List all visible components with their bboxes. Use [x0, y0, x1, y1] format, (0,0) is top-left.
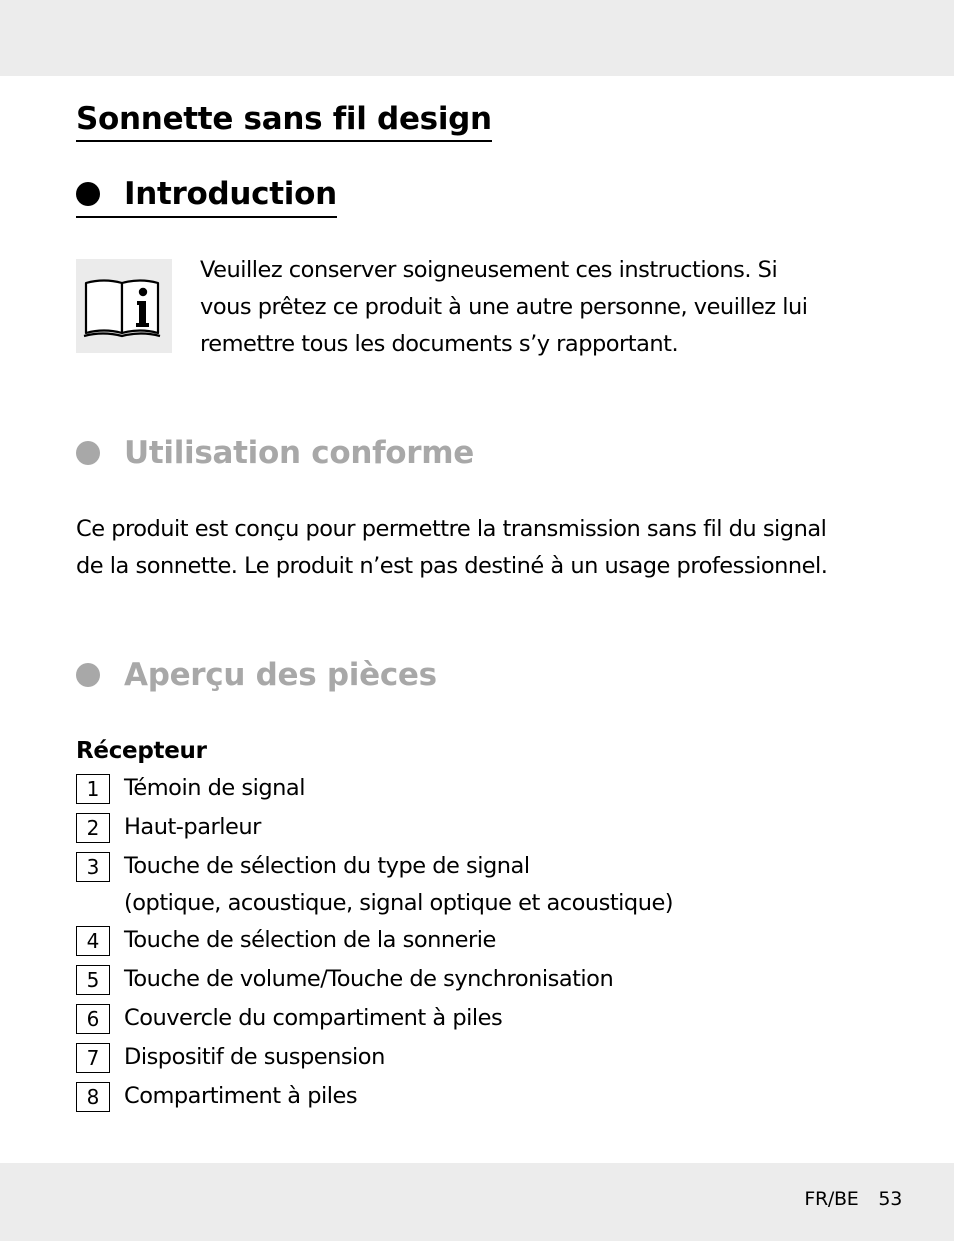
introduction-text-line: remettre tous les documents s’y rapportant.: [200, 331, 679, 357]
info-book-icon-graphic: [76, 259, 172, 353]
part-item: [76, 848, 673, 922]
part-label-line: Couvercle du compartiment à piles: [124, 1005, 503, 1031]
part-label-line: Dispositif de suspension: [124, 1044, 385, 1070]
part-item: [76, 1000, 673, 1039]
part-label-line: Touche de sélection de la sonnerie: [124, 927, 496, 953]
usage-text-line: Ce produit est conçu pour permettre la transmission sans fil du signal: [76, 516, 827, 542]
part-label-line: Compartiment à piles: [124, 1083, 358, 1109]
part-label: [124, 961, 613, 998]
part-number: 2: [76, 813, 110, 843]
part-number: 3: [76, 852, 110, 882]
introduction-text-line: Veuillez conserver soigneusement ces instructions. Si: [200, 257, 778, 283]
part-label: [124, 922, 496, 959]
receiver-subheading: Récepteur: [76, 738, 207, 764]
part-number: 7: [76, 1043, 110, 1073]
page-number: 53: [878, 1188, 902, 1210]
part-item: [76, 1039, 673, 1078]
part-label: [124, 770, 305, 807]
part-number: 4: [76, 926, 110, 956]
part-label: [124, 1078, 357, 1115]
introduction-text-line: vous prêtez ce produit à une autre personne, veuillez lui: [200, 294, 808, 320]
part-item: [76, 770, 673, 809]
part-number: 1: [76, 774, 110, 804]
usage-text: [76, 511, 827, 585]
page-footer: [804, 1185, 902, 1213]
document-title: Sonnette sans fil design: [76, 100, 492, 142]
bullet-icon: [76, 441, 100, 465]
header-band: [0, 0, 954, 76]
parts-list: [76, 770, 673, 1117]
section-heading-parts: [76, 655, 437, 695]
part-label-line: Touche de sélection du type de signal: [124, 853, 530, 879]
section-heading-text: Introduction: [124, 176, 337, 212]
part-item: [76, 1078, 673, 1117]
section-heading-text: Utilisation conforme: [124, 435, 474, 471]
part-item: [76, 961, 673, 1000]
part-number: 5: [76, 965, 110, 995]
part-label-line: (optique, acoustique, signal optique et acoustique): [124, 890, 674, 916]
part-number: 6: [76, 1004, 110, 1034]
bullet-icon: [76, 663, 100, 687]
part-label-line: Haut-parleur: [124, 814, 261, 840]
part-label: [124, 1039, 385, 1076]
part-label-line: Témoin de signal: [124, 775, 305, 801]
part-item: [76, 922, 673, 961]
footer-locale: FR/BE: [804, 1188, 859, 1210]
part-number: 8: [76, 1082, 110, 1112]
info-book-icon: [76, 259, 172, 353]
part-label-line: Touche de volume/Touche de synchronisation: [124, 966, 614, 992]
part-item: [76, 809, 673, 848]
bullet-icon: [76, 182, 100, 206]
part-label: [124, 1000, 502, 1037]
part-label: [124, 809, 261, 846]
section-heading-introduction: [76, 174, 337, 218]
introduction-text: [200, 252, 808, 363]
usage-text-line: de la sonnette. Le produit n’est pas destiné à un usage professionnel.: [76, 553, 828, 579]
section-heading-text: Aperçu des pièces: [124, 657, 437, 693]
section-heading-usage: [76, 433, 474, 473]
part-label: [124, 848, 673, 922]
